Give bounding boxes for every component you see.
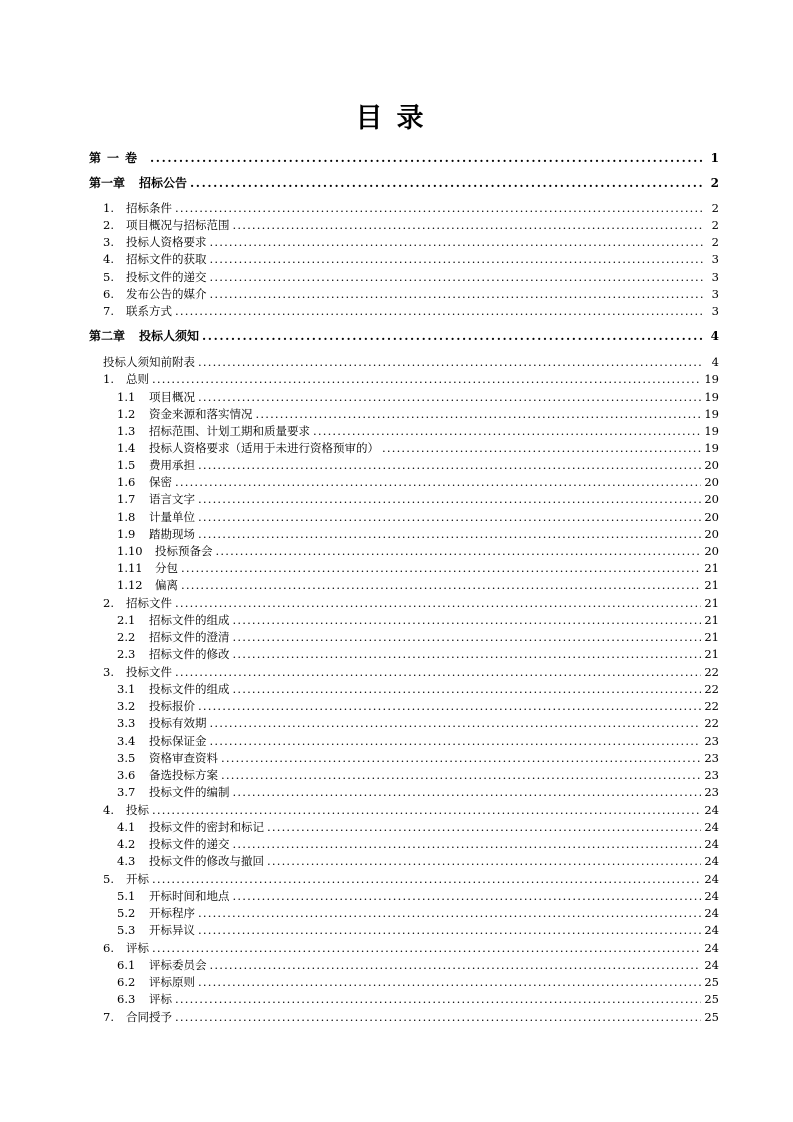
toc-entry-text: 投标预备会 bbox=[155, 544, 213, 558]
toc-entry[interactable] bbox=[103, 1009, 719, 1026]
toc-dot-leader bbox=[198, 698, 701, 715]
toc-entry-number: 3.7 bbox=[117, 785, 136, 799]
toc-dot-leader bbox=[210, 234, 705, 251]
toc-dot-leader bbox=[198, 922, 701, 939]
toc-entry-label bbox=[117, 629, 230, 646]
toc-entry[interactable] bbox=[117, 440, 719, 457]
toc-dot-leader bbox=[175, 1009, 701, 1026]
toc-entry-label bbox=[117, 905, 195, 922]
toc-page-number: 25 bbox=[704, 1010, 719, 1024]
toc-page-number: 24 bbox=[704, 872, 719, 886]
toc-page-number: 4 bbox=[710, 329, 719, 343]
toc-entry-number: 3. bbox=[103, 235, 114, 249]
toc-entry-text: 投标文件 bbox=[126, 665, 172, 679]
toc-entry[interactable] bbox=[117, 389, 719, 406]
toc-entry[interactable] bbox=[117, 733, 719, 750]
toc-dot-leader bbox=[198, 509, 701, 526]
toc-page-number: 24 bbox=[704, 837, 719, 851]
toc-dot-leader bbox=[202, 328, 704, 345]
toc-entry-number: 3.5 bbox=[117, 751, 136, 765]
toc-entry-text: 招标文件 bbox=[126, 596, 172, 610]
toc-entry-number: 1. bbox=[103, 201, 114, 215]
toc-entry-text: 资格审查资料 bbox=[149, 751, 218, 765]
toc-entry[interactable] bbox=[103, 871, 719, 888]
toc-entry-text: 开标 bbox=[126, 872, 149, 886]
toc-entry[interactable] bbox=[103, 251, 719, 268]
toc-entry-number: 1.12 bbox=[117, 578, 143, 592]
toc-entry-text: 招标文件的修改 bbox=[149, 647, 230, 661]
toc-entry-text: 投标报价 bbox=[149, 699, 195, 713]
toc-entry-text: 招标文件的澄清 bbox=[149, 630, 230, 644]
toc-entry-text: 踏勘现场 bbox=[149, 527, 195, 541]
toc-page-number: 2 bbox=[711, 235, 719, 249]
toc-page-number: 23 bbox=[704, 768, 719, 782]
toc-dot-leader bbox=[198, 974, 701, 991]
toc-entry[interactable] bbox=[117, 698, 719, 715]
toc-page-number: 19 bbox=[704, 441, 719, 455]
toc-dot-leader bbox=[210, 286, 705, 303]
toc-entry[interactable] bbox=[117, 646, 719, 663]
toc-entry[interactable] bbox=[117, 957, 719, 974]
toc-entry-label bbox=[103, 286, 207, 303]
toc-page-number: 21 bbox=[704, 596, 719, 610]
toc-entry-label bbox=[117, 560, 178, 577]
toc-page-number: 22 bbox=[704, 665, 719, 679]
toc-entry-text: 招标范围、计划工期和质量要求 bbox=[149, 424, 310, 438]
toc-entry-number: 7. bbox=[103, 1010, 114, 1024]
toc-entry-label bbox=[117, 457, 195, 474]
toc-page-number: 25 bbox=[704, 992, 719, 1006]
toc-entry-text: 招标文件的获取 bbox=[126, 252, 207, 266]
toc-entry-text: 招标文件的组成 bbox=[149, 613, 230, 627]
toc-entry[interactable] bbox=[117, 905, 719, 922]
toc-entry-text: 项目概况 bbox=[149, 390, 195, 404]
toc-entry-number: 1.7 bbox=[117, 492, 136, 506]
toc-entry-number: 4.1 bbox=[117, 820, 136, 834]
toc-entry[interactable] bbox=[117, 423, 719, 440]
toc-page-number: 22 bbox=[704, 682, 719, 696]
toc-page-number: 19 bbox=[704, 390, 719, 404]
toc-entry-label bbox=[117, 922, 195, 939]
toc-dot-leader bbox=[152, 940, 701, 957]
toc-entry-label bbox=[117, 991, 172, 1008]
toc-entry-number: 6.2 bbox=[117, 975, 136, 989]
toc-dot-leader bbox=[233, 681, 702, 698]
toc-entry-number: 3.1 bbox=[117, 682, 136, 696]
toc-dot-leader bbox=[181, 577, 701, 594]
toc-entry[interactable] bbox=[117, 406, 719, 423]
toc-dot-leader bbox=[175, 991, 701, 1008]
toc-entry-text: 偏离 bbox=[155, 578, 178, 592]
toc-entry-text: 开标异议 bbox=[149, 923, 195, 937]
toc-entry[interactable] bbox=[117, 612, 719, 629]
toc-entry-text: 投标人资格要求 bbox=[126, 235, 207, 249]
toc-dot-leader bbox=[210, 957, 702, 974]
toc-dot-leader bbox=[233, 646, 702, 663]
toc-entry-label bbox=[117, 750, 218, 767]
toc-chapter-entry[interactable] bbox=[89, 175, 719, 192]
toc-entry-number: 3.2 bbox=[117, 699, 136, 713]
toc-dot-leader bbox=[382, 440, 701, 457]
toc-entry[interactable] bbox=[117, 577, 719, 594]
toc-entry[interactable] bbox=[103, 200, 719, 217]
toc-entry[interactable] bbox=[103, 371, 719, 388]
toc-dot-leader bbox=[233, 784, 702, 801]
toc-entry-text: 投标文件的递交 bbox=[126, 270, 207, 284]
toc-page-number: 21 bbox=[704, 647, 719, 661]
toc-dot-leader bbox=[175, 474, 701, 491]
toc-page-number: 2 bbox=[711, 201, 719, 215]
toc-dot-leader bbox=[190, 175, 704, 192]
toc-entry-number: 6. bbox=[103, 287, 114, 301]
toc-entry-label bbox=[103, 303, 172, 320]
toc-entry-label bbox=[117, 681, 230, 698]
toc-entry-label bbox=[117, 491, 195, 508]
toc-entry-text: 评标 bbox=[149, 992, 172, 1006]
toc-entry-label bbox=[117, 733, 207, 750]
toc-entry-text: 投标文件的编制 bbox=[149, 785, 230, 799]
toc-entry-number: 7. bbox=[103, 304, 114, 318]
toc-entry-text: 保密 bbox=[149, 475, 172, 489]
toc-page-number: 24 bbox=[704, 820, 719, 834]
toc-page-number: 21 bbox=[704, 578, 719, 592]
toc-entry-label bbox=[117, 577, 178, 594]
toc-dot-leader bbox=[210, 733, 702, 750]
toc-entry-text: 投标有效期 bbox=[149, 716, 207, 730]
toc-page-number: 2 bbox=[711, 218, 719, 232]
toc-page-number: 24 bbox=[704, 958, 719, 972]
toc-entry-number: 2. bbox=[103, 218, 114, 232]
toc-page-number: 20 bbox=[704, 544, 719, 558]
toc-dot-leader bbox=[210, 251, 705, 268]
toc-entry-text: 投标文件的组成 bbox=[149, 682, 230, 696]
toc-entry-text: 投标文件的修改与撤回 bbox=[149, 854, 264, 868]
toc-entry-text: 评标 bbox=[126, 941, 149, 955]
toc-page-number: 24 bbox=[704, 889, 719, 903]
toc-entry-label bbox=[117, 698, 195, 715]
toc-entry-label bbox=[117, 715, 207, 732]
toc-entry-number: 1.5 bbox=[117, 458, 136, 472]
toc-entry-text: 语言文字 bbox=[149, 492, 195, 506]
toc-entry-label bbox=[89, 328, 199, 345]
toc-entry[interactable] bbox=[117, 491, 719, 508]
toc-entry-text: 投标文件的密封和标记 bbox=[149, 820, 264, 834]
toc-entry-text: 费用承担 bbox=[149, 458, 195, 472]
toc-entry[interactable] bbox=[117, 819, 719, 836]
toc-entry[interactable] bbox=[103, 802, 719, 819]
toc-entry-number: 3.4 bbox=[117, 734, 136, 748]
toc-entry-number: 6. bbox=[103, 941, 114, 955]
toc-entry-label bbox=[103, 234, 207, 251]
toc-entry[interactable] bbox=[117, 784, 719, 801]
toc-entry-text: 投标人资格要求（适用于未进行资格预审的） bbox=[149, 441, 379, 455]
toc-entry-label bbox=[117, 612, 230, 629]
toc-dot-leader bbox=[175, 664, 701, 681]
toc-entry-number: 3.3 bbox=[117, 716, 136, 730]
toc-entry[interactable] bbox=[117, 715, 719, 732]
toc-page-number: 24 bbox=[704, 923, 719, 937]
toc-entry-label bbox=[103, 371, 149, 388]
toc-entry-number: 4.3 bbox=[117, 854, 136, 868]
toc-entry[interactable] bbox=[117, 767, 719, 784]
toc-page-number: 20 bbox=[704, 458, 719, 472]
toc-dot-leader bbox=[175, 303, 704, 320]
toc-dot-leader bbox=[221, 767, 701, 784]
toc-entry-number: 5. bbox=[103, 270, 114, 284]
toc-entry-text: 合同授予 bbox=[126, 1010, 172, 1024]
toc-entry-label bbox=[89, 150, 147, 167]
toc-entry-text: 项目概况与招标范围 bbox=[126, 218, 230, 232]
toc-dot-leader bbox=[256, 406, 702, 423]
toc-page-number: 1 bbox=[710, 151, 719, 165]
toc-entry-text: 投标文件的递交 bbox=[149, 837, 230, 851]
toc-entry-label bbox=[103, 354, 195, 371]
toc-entry-label bbox=[103, 251, 207, 268]
toc-dot-leader bbox=[198, 457, 701, 474]
toc-page-number: 3 bbox=[711, 304, 719, 318]
toc-entry-number: 2.3 bbox=[117, 647, 136, 661]
toc-entry-text: 招标条件 bbox=[126, 201, 172, 215]
toc-entry-label bbox=[117, 526, 195, 543]
toc-entry-number: 1.2 bbox=[117, 407, 136, 421]
toc-dot-leader bbox=[216, 543, 702, 560]
toc-entry-label bbox=[117, 543, 213, 560]
toc-entry-text: 投标人须知前附表 bbox=[103, 355, 195, 369]
toc-page-number: 22 bbox=[704, 716, 719, 730]
toc-page-number: 21 bbox=[704, 630, 719, 644]
toc-page-number: 24 bbox=[704, 803, 719, 817]
toc-page-number: 21 bbox=[704, 613, 719, 627]
toc-entry[interactable] bbox=[117, 526, 719, 543]
toc-entry-number: 5.2 bbox=[117, 906, 136, 920]
toc-dot-leader bbox=[198, 905, 701, 922]
toc-entry-text: 分包 bbox=[155, 561, 178, 575]
toc-entry[interactable] bbox=[117, 836, 719, 853]
toc-dot-leader bbox=[233, 217, 705, 234]
toc-page-number: 3 bbox=[711, 287, 719, 301]
toc-entry[interactable] bbox=[117, 991, 719, 1008]
toc-entry-number: 4. bbox=[103, 252, 114, 266]
toc-entry-label bbox=[117, 853, 264, 870]
toc-entry[interactable] bbox=[103, 595, 719, 612]
toc-entry-text: 投标保证金 bbox=[149, 734, 207, 748]
toc-entry-number: 1.9 bbox=[117, 527, 136, 541]
toc-entry-number: 2. bbox=[103, 596, 114, 610]
toc-entry-number: 2.2 bbox=[117, 630, 136, 644]
toc-entry-number: 1.11 bbox=[117, 561, 143, 575]
toc-page-number: 23 bbox=[704, 751, 719, 765]
toc-dot-leader bbox=[152, 871, 701, 888]
toc-entry[interactable] bbox=[117, 922, 719, 939]
toc-entry-number: 第二章 bbox=[89, 329, 126, 343]
toc-entry[interactable] bbox=[103, 303, 719, 320]
toc-entry-text: 开标程序 bbox=[149, 906, 195, 920]
toc-entry-label bbox=[89, 175, 187, 192]
toc-entry[interactable] bbox=[103, 217, 719, 234]
toc-entry[interactable] bbox=[117, 457, 719, 474]
toc-entry[interactable] bbox=[117, 509, 719, 526]
toc-dot-leader bbox=[152, 371, 701, 388]
toc-entry-text: 评标委员会 bbox=[149, 958, 207, 972]
toc-entry-text: 招标公告 bbox=[139, 176, 188, 190]
toc-entry[interactable] bbox=[103, 269, 719, 286]
toc-entry-text: 评标原则 bbox=[149, 975, 195, 989]
toc-entry-number: 第一章 bbox=[89, 176, 126, 190]
toc-dot-leader bbox=[198, 389, 701, 406]
toc-entry-label bbox=[103, 871, 149, 888]
toc-entry-text: 资金来源和落实情况 bbox=[149, 407, 253, 421]
toc-entry-label bbox=[117, 406, 253, 423]
toc-page-number: 20 bbox=[704, 492, 719, 506]
toc-page-number: 19 bbox=[704, 424, 719, 438]
toc-entry[interactable] bbox=[117, 750, 719, 767]
toc-page-number: 23 bbox=[704, 785, 719, 799]
toc-entry-label bbox=[117, 646, 230, 663]
toc-page-number: 20 bbox=[704, 475, 719, 489]
toc-dot-leader bbox=[150, 150, 704, 167]
toc-dot-leader bbox=[233, 629, 702, 646]
toc-page-number: 24 bbox=[704, 854, 719, 868]
toc-entry[interactable] bbox=[103, 940, 719, 957]
toc-entry-number: 4.2 bbox=[117, 837, 136, 851]
toc-page-number: 22 bbox=[704, 699, 719, 713]
toc-page-number: 3 bbox=[711, 252, 719, 266]
toc-entry-number: 1.10 bbox=[117, 544, 143, 558]
page-title: 目录 bbox=[355, 103, 438, 134]
toc-page-number: 24 bbox=[704, 941, 719, 955]
toc-entry-label bbox=[117, 440, 379, 457]
toc-entry-number: 1.6 bbox=[117, 475, 136, 489]
toc-dot-leader bbox=[181, 560, 701, 577]
toc-dot-leader bbox=[233, 836, 702, 853]
toc-page-number: 20 bbox=[704, 510, 719, 524]
toc-entry[interactable] bbox=[103, 234, 719, 251]
toc-entry-label bbox=[117, 474, 172, 491]
toc-entry-text: 开标时间和地点 bbox=[149, 889, 230, 903]
toc-dot-leader bbox=[267, 853, 701, 870]
toc-entry-label bbox=[117, 819, 264, 836]
toc-entry-number: 1.1 bbox=[117, 390, 136, 404]
toc-entry-label bbox=[103, 1009, 172, 1026]
toc-entry-text: 总则 bbox=[126, 372, 149, 386]
toc-entry-number: 第一卷 bbox=[89, 151, 144, 165]
toc-entry-text: 计量单位 bbox=[149, 510, 195, 524]
toc-entry-label bbox=[103, 940, 149, 957]
toc-entry[interactable] bbox=[103, 664, 719, 681]
toc-entry-label bbox=[117, 836, 230, 853]
toc-entry[interactable] bbox=[117, 629, 719, 646]
toc-dot-leader bbox=[152, 802, 701, 819]
toc-chapter-entry[interactable] bbox=[89, 328, 719, 345]
toc-dot-leader bbox=[313, 423, 701, 440]
toc-entry-number: 5.3 bbox=[117, 923, 136, 937]
toc-page-number: 21 bbox=[704, 561, 719, 575]
toc-entry-label bbox=[117, 389, 195, 406]
toc-entry-label bbox=[117, 957, 207, 974]
toc-dot-leader bbox=[233, 612, 702, 629]
toc-entry[interactable] bbox=[117, 853, 719, 870]
toc-entry-label bbox=[117, 423, 310, 440]
toc-entry-text: 联系方式 bbox=[126, 304, 172, 318]
toc-page-number: 25 bbox=[704, 975, 719, 989]
toc-dot-leader bbox=[210, 715, 702, 732]
toc-entry[interactable] bbox=[103, 354, 719, 371]
toc-chapter-entry[interactable] bbox=[89, 150, 719, 167]
toc-entry-number: 1.3 bbox=[117, 424, 136, 438]
toc-entry-label bbox=[117, 888, 230, 905]
toc-entry[interactable] bbox=[117, 474, 719, 491]
toc-entry-label bbox=[103, 217, 230, 234]
toc-entry-number: 2.1 bbox=[117, 613, 136, 627]
toc-entry[interactable] bbox=[117, 974, 719, 991]
toc-page-number: 19 bbox=[704, 407, 719, 421]
toc-page-number: 24 bbox=[704, 906, 719, 920]
toc-dot-leader bbox=[198, 526, 701, 543]
toc-entry-number: 6.3 bbox=[117, 992, 136, 1006]
toc-entry-number: 1.8 bbox=[117, 510, 136, 524]
toc-entry-number: 5. bbox=[103, 872, 114, 886]
toc-dot-leader bbox=[267, 819, 701, 836]
toc-entry-number: 3. bbox=[103, 665, 114, 679]
toc-dot-leader bbox=[198, 354, 704, 371]
toc-entry[interactable] bbox=[117, 888, 719, 905]
toc-entry-text: 投标人须知 bbox=[139, 329, 200, 343]
toc-page-number: 19 bbox=[704, 372, 719, 386]
toc-entry-label bbox=[117, 509, 195, 526]
toc-page-number: 3 bbox=[711, 270, 719, 284]
toc-entry-label bbox=[103, 595, 172, 612]
toc-entry-text: 备选投标方案 bbox=[149, 768, 218, 782]
toc-page-number: 4 bbox=[711, 355, 719, 369]
toc-dot-leader bbox=[198, 491, 701, 508]
toc-entry-label bbox=[117, 767, 218, 784]
toc-dot-leader bbox=[175, 595, 701, 612]
toc-page-number: 23 bbox=[704, 734, 719, 748]
toc-entry-number: 3.6 bbox=[117, 768, 136, 782]
toc-entry-text: 发布公告的媒介 bbox=[126, 287, 207, 301]
toc-entry-label bbox=[103, 269, 207, 286]
toc-dot-leader bbox=[221, 750, 701, 767]
toc-entry[interactable] bbox=[117, 681, 719, 698]
toc-entry-text: 投标 bbox=[126, 803, 149, 817]
toc-entry-number: 1. bbox=[103, 372, 114, 386]
toc-dot-leader bbox=[233, 888, 702, 905]
toc-page-number: 20 bbox=[704, 527, 719, 541]
toc-entry[interactable] bbox=[117, 543, 719, 560]
toc-page-number: 2 bbox=[710, 176, 719, 190]
toc-entry-label bbox=[103, 200, 172, 217]
toc-entry-label bbox=[117, 784, 230, 801]
toc-entry[interactable] bbox=[103, 286, 719, 303]
toc-entry[interactable] bbox=[117, 560, 719, 577]
toc-entry-number: 5.1 bbox=[117, 889, 136, 903]
toc-entry-label bbox=[103, 664, 172, 681]
toc-entry-number: 4. bbox=[103, 803, 114, 817]
toc-entry-label bbox=[117, 974, 195, 991]
toc-entry-label bbox=[103, 802, 149, 819]
toc-dot-leader bbox=[175, 200, 704, 217]
toc-dot-leader bbox=[210, 269, 705, 286]
toc-entry-number: 6.1 bbox=[117, 958, 136, 972]
toc-entry-number: 1.4 bbox=[117, 441, 136, 455]
